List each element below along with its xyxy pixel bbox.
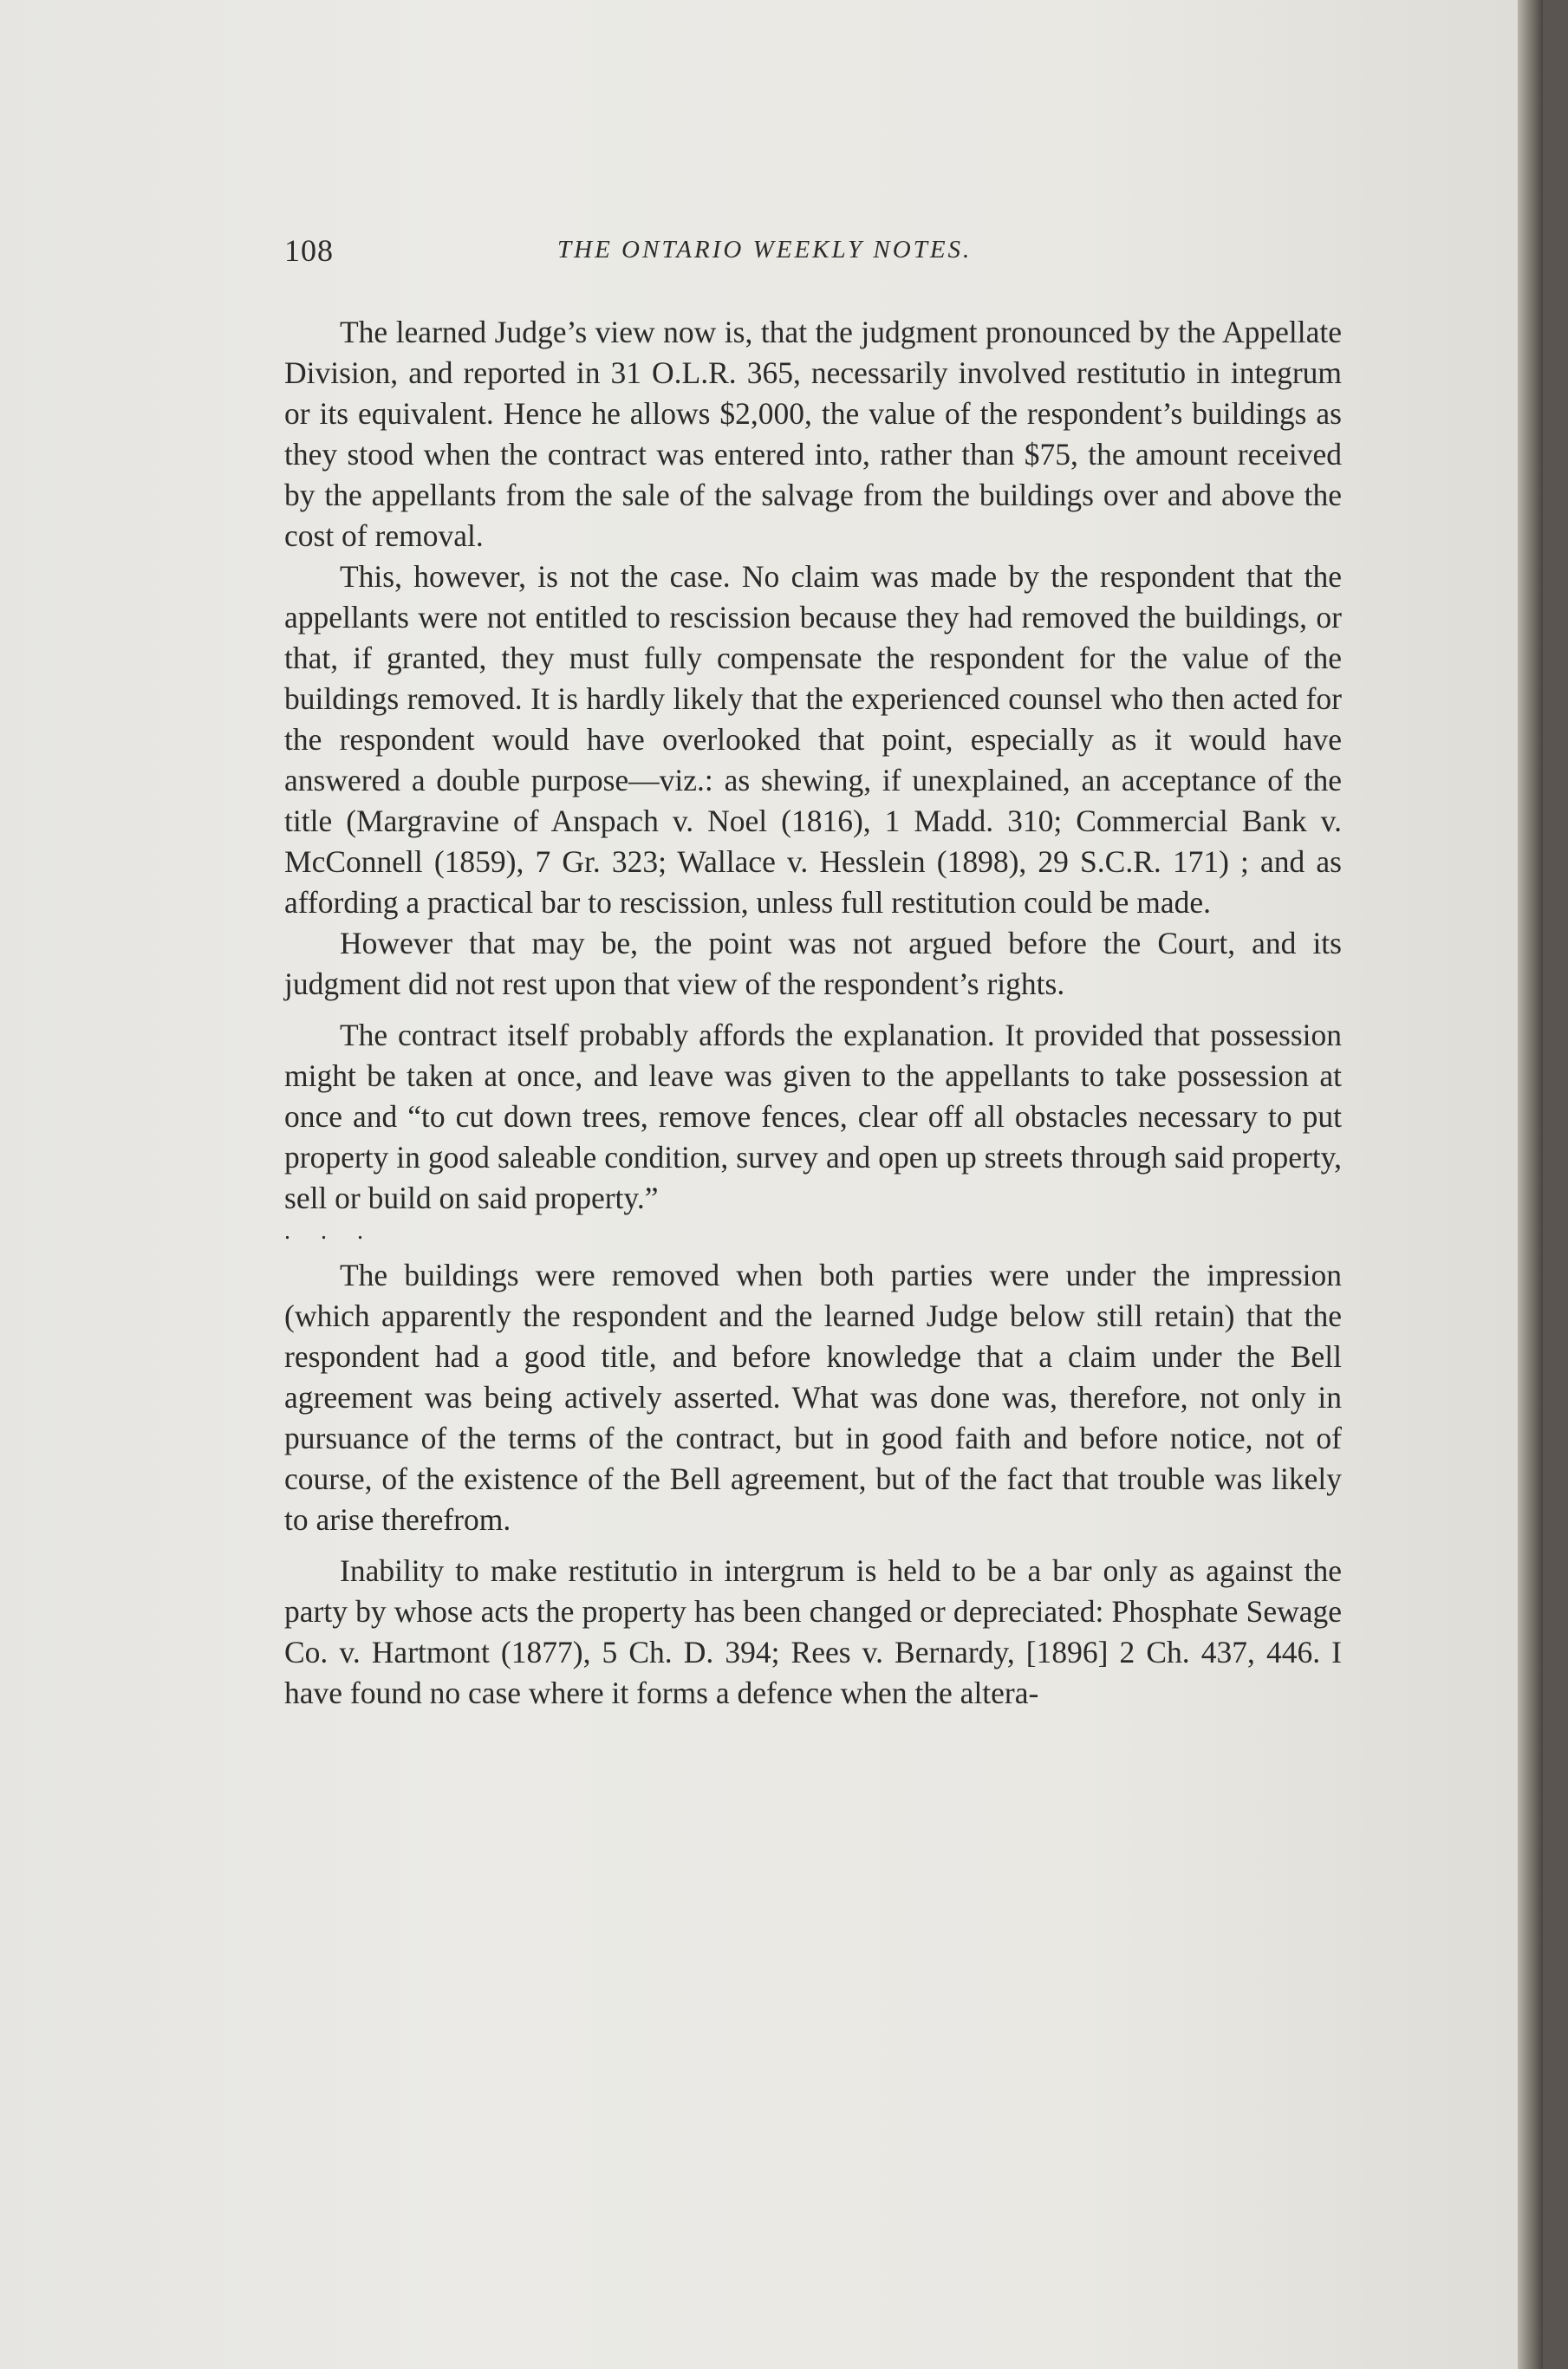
page-number: 108: [284, 233, 334, 268]
running-title: THE ONTARIO WEEKLY NOTES.: [557, 236, 973, 264]
page-binding-edge: [1518, 0, 1543, 2369]
paragraph-1: The learned Judge’s view now is, that the judgment pronounced by the Appellate Division, and reported in 31 O.L.R. 365, necessarily involved restitutio in integrum or its equivalent. Hence he allows $2,000, the value of the respondent’s buildings as they stood when the contract was entered into, rather than $75, the amount received by the appellants from the sale of the salvage from the buildings over and above the cost of removal.: [284, 315, 1342, 553]
page-header: [284, 232, 1342, 284]
paragraph-3: However that may be, the point was not argued before the Court, and its judgment did not rest upon that view of the respondent’s rights.: [284, 926, 1342, 1001]
paragraph-4: The contract itself probably affords the explanation. It provided that possession might be taken at once, and leave was given to the appellants to take possession at once and “to cut down trees, remove fences, clear off all obstacles necessary to put property in good saleable condition, survey and open up streets through said property, sell or build on said property.”: [284, 1018, 1342, 1215]
paragraph-6: Inability to make restitutio in intergrum is held to be a bar only as against the party by whose acts the property has been changed or depreciated: Phosphate Sewage Co. v. Hartmont (1877), 5 Ch. D. 394; Rees v. Bernardy, [1896] 2 Ch. 437, 446. I have found no case where it forms a defence when the altera-: [284, 1553, 1342, 1710]
paragraph-5: The buildings were removed when both parties were under the impression (which apparently the respondent and the learned Judge below still retain) that the respondent had a good title, and before knowledge that a claim under the Bell agreement was being actively asserted. What was done was, therefore, not only in pursuance of the terms of the contract, but in good faith and before notice, not of course, of the existence of the Bell agreement, but of the fact that trouble was likely to arise therefrom.: [284, 1258, 1342, 1537]
body-text: [284, 312, 1342, 1714]
paragraph-2: This, however, is not the case. No claim was made by the respondent that the appellants were not entitled to rescission because they had removed the buildings, or that, if granted, they must fully compensate the respondent for the value of the buildings removed. It is hardly likely that the experienced counsel who then acted for the respondent would have overlooked that point, especially as it would have answered a double purpose—viz.: as shewing, if unexplained, an acceptance of the title (Margravine of Anspach v. Noel (1816), 1 Madd. 310; Commercial Bank v. McConnell (1859), 7 Gr. 323; Wallace v. Hesslein (1898), 29 S.C.R. 171) ; and as affording a practical bar to rescission, unless full restitution could be made.: [284, 559, 1342, 920]
ellipsis: . . .: [284, 1218, 375, 1245]
